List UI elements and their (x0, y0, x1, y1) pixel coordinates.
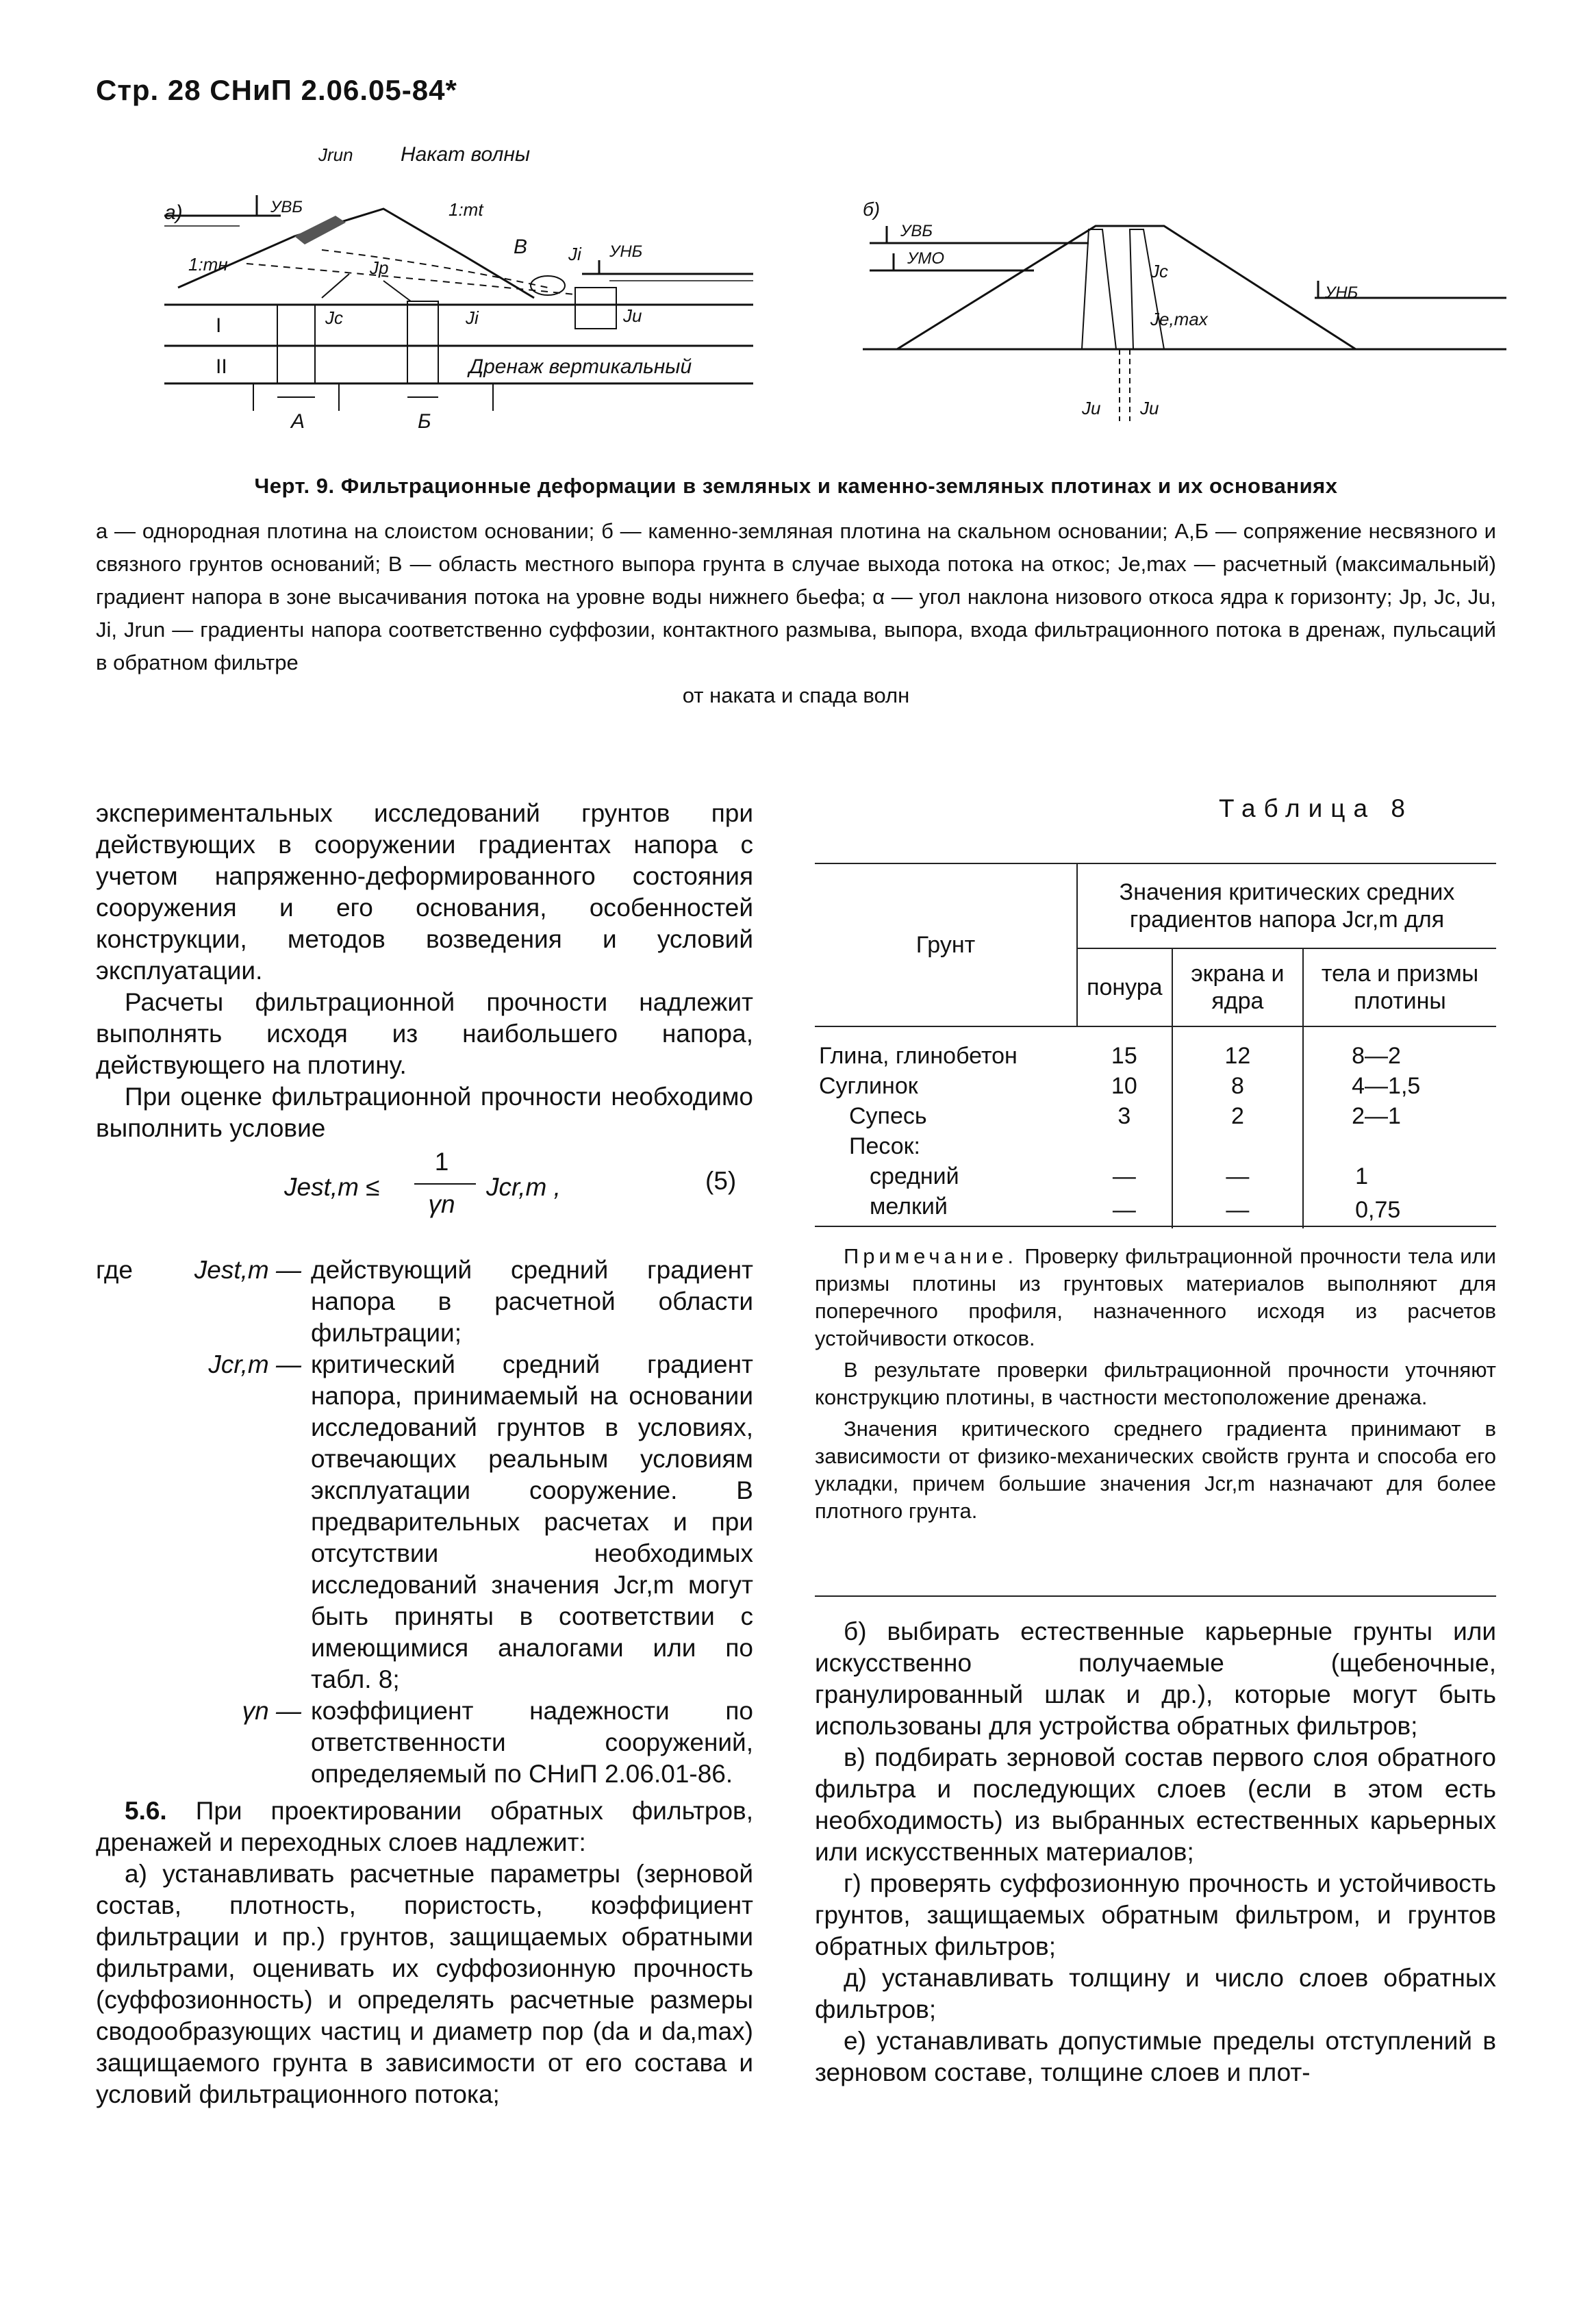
fig-a-jc: Jc (325, 307, 343, 328)
where-list (96, 1254, 753, 2110)
fig-a-label-B: Б (418, 410, 431, 433)
where-definition: критический средний градиент напора, принимаемый на основании исследований грунтов в условиях, отвечающих реальным условиям эксплуатации сооружение. В предварительных расчетах и при отсутствии необходимых исследований значения Jcr,m могут быть приняты в соответствии с имеющимися аналогами или по табл. 8; (311, 1350, 753, 1693)
fig-a-ju: Ju (623, 305, 642, 326)
figure-caption-text: а — однородная плотина на слоистом основании; б — каменно-земляная плотина на скальном основании; А,Б — сопряжение несвязного и связного грунтов оснований; В — область местного выпора грунта в случае выхода потока на откос; Je,max — расчетный (максимальный) градиент напора в зоне высачивания потока на уровне воды нижнего бьефа; α — угол наклона низового откоса ядра к горизонту; Jp, Jc, Ju, Ji, Jrun — градиенты напора соответственно суффозии, контактного размыва, выпора, входа фильтрационного потока в дренаж, пульсаций в обратном фильтре (96, 519, 1496, 674)
cell: 2—1 (1352, 1103, 1401, 1129)
table-row (815, 1131, 1496, 1161)
where-item (96, 1254, 753, 1349)
cell-soil: Песок: (849, 1133, 920, 1159)
cell: — (1077, 1191, 1172, 1228)
table-row (815, 1026, 1496, 1071)
note-bottom-rule (815, 1595, 1496, 1597)
fig-a-wave-label: Накат волны (401, 143, 531, 166)
fig-a-drain-label: Дренаж вертикальный (469, 355, 692, 378)
where-word: где (96, 1256, 134, 1284)
cell-soil: мелкий (870, 1193, 948, 1220)
fig-a-layer-1: I (216, 314, 222, 337)
sub-header: понура (1077, 948, 1172, 1026)
figure-caption-body (96, 515, 1496, 712)
table-row (815, 1101, 1496, 1131)
where-symbol: Jest,m — (194, 1256, 301, 1284)
paragraph-calc: Расчеты фильтрационной прочности надлежит выполнять исходя из наибольшего напора, действующего на плотину. (96, 988, 753, 1079)
section-5-6-text: При проектировании обратных фильтров, дренажей и переходных слоев надлежит: (96, 1797, 753, 1856)
fig-a-label-A: А (291, 410, 305, 433)
cell (1172, 1131, 1303, 1161)
figure-a-homogeneous-dam (164, 140, 753, 442)
right-column-list (815, 1616, 1496, 2088)
where-symbol-cell (96, 1254, 311, 1349)
table-8 (815, 864, 1496, 1228)
formula-5 (267, 1142, 746, 1245)
table-row (815, 1071, 1496, 1101)
sub-header: экрана и ядра (1172, 948, 1303, 1026)
fig-a-ji: Ji (568, 244, 581, 264)
cell: 2 (1172, 1101, 1303, 1131)
item-g: г) проверять суффозионную прочность и устойчивость грунтов, защищаемых обратным фильтром, и грунтов обратных фильтров; (815, 1869, 1496, 1960)
item-e: е) устанавливать допустимые пределы отступлений в зерновом составе, толщине слоев и плот- (815, 2027, 1496, 2086)
page-header: Стр. 28 СНиП 2.06.05-84* (96, 74, 457, 106)
fig-a-slope-right: 1:mt (448, 199, 483, 220)
fig-b-panel-label: б) (863, 199, 881, 220)
item-v: в) подбирать зерновой состав первого слоя обратного фильтра и последующих слоев (если в этом есть необходимость) из выбранных естественных карьерных или искусственных материалов; (815, 1743, 1496, 1866)
where-symbol: Jcr,m — (208, 1350, 301, 1378)
cell: — (1172, 1161, 1303, 1191)
figure-caption-last-line: от наката и спада волн (682, 683, 910, 707)
table-row (815, 1191, 1496, 1228)
fig-a-ji2: Ji (466, 307, 479, 328)
cell: — (1077, 1161, 1172, 1191)
table-row (815, 1161, 1496, 1191)
col-header-group: Значения критических средних градиентов напора Jcr,m для (1077, 864, 1496, 948)
cell: 0,75 (1355, 1197, 1401, 1223)
fig-a-slope-left: 1:mн (188, 254, 228, 275)
item-a: а) устанавливать расчетные параметры (зерновой состав, плотность, пористость, коэффициент фильтрации и пр.) грунтов, защищаемых обратными фильтрами, оценивать их суффозионную прочность (суффозионность) и определять расчетные размеры сводообразующих частиц и диаметр пор (da и da,max) защищаемого грунта в зависимости от его состава и условий фильтрационного потока; (96, 1860, 753, 2108)
table-note (815, 1243, 1496, 1525)
cell: 12 (1172, 1026, 1303, 1071)
fig-b-umo: УМО (907, 249, 944, 268)
sub-header: тела и призмы плотины (1303, 948, 1496, 1026)
cell (1303, 1131, 1496, 1161)
item-d: д) устанавливать толщину и число слоев обратных фильтров; (815, 1964, 1496, 2023)
fig-b-unb: УНБ (1325, 283, 1359, 302)
figure-caption-title: Черт. 9. Фильтрационные деформации в земляных и каменно-земляных плотинах и их основаниях (254, 474, 1338, 498)
cell: 15 (1077, 1026, 1172, 1071)
fig-b-jemax: Je,max (1150, 309, 1208, 329)
table-title: Таблица 8 (1219, 794, 1413, 822)
cell: 1 (1355, 1163, 1369, 1189)
where-symbol: γn — (242, 1697, 301, 1725)
cell-soil: средний (870, 1163, 959, 1189)
formula-fraction-bar (414, 1183, 476, 1185)
formula-rhs: Jcr,m , (486, 1173, 561, 1201)
where-definition: действующий средний градиент напора в расчетной области фильтрации; (311, 1256, 753, 1347)
fig-a-layer-2: II (216, 355, 227, 378)
fig-b-ju-right: Ju (1140, 398, 1159, 418)
section-5-6 (96, 1795, 753, 1858)
where-item (96, 1695, 753, 1790)
cell-soil: Глина, глинобетон (819, 1043, 1018, 1069)
formula-denominator: γn (428, 1190, 455, 1218)
formula-number: (5) (705, 1167, 737, 1195)
formula-lhs: Jest,m ≤ (284, 1173, 380, 1201)
where-item (96, 1349, 753, 1695)
fig-a-jrun: Jrun (318, 144, 353, 165)
section-number: 5.6. (125, 1797, 167, 1825)
paragraph-continuation: экспериментальных исследований грунтов при действующих в сооружении градиентах напора с учетом напряженно-деформированного состояния сооружения и его основания, особенностей конструкции, методов возведения и условий эксплуатации. (96, 799, 753, 985)
cell-soil: Супесь (849, 1103, 927, 1129)
cell: 8—2 (1352, 1043, 1401, 1069)
left-column-intro (96, 798, 753, 1144)
item-b: б) выбирать естественные карьерные грунты или искусственно получаемые (щебеночные, гранулированный шлак и др.), которые могут быть использованы для устройства обратных фильтров; (815, 1617, 1496, 1740)
fig-a-unb: УНБ (609, 242, 643, 261)
fig-b-uvb: УВБ (900, 222, 933, 240)
cell: 3 (1077, 1101, 1172, 1131)
paragraph-condition: При оценке фильтрационной прочности необходимо выполнить условие (96, 1083, 753, 1142)
note-p3: Значения критического среднего градиента принимают в зависимости от физико-механических свойств грунта и способа его укладки, причем большие значения Jcr,m назначают для более плотного грунта. (815, 1417, 1496, 1523)
note-p1-text: Проверку фильтрационной прочности тела или призмы плотины из грунтовых материалов выполняют для поперечного профиля, назначенного исходя из расчетов устойчивости откосов. (815, 1244, 1496, 1350)
col-header-soil: Грунт (815, 864, 1077, 1026)
where-definition: коэффициент надежности по ответственности сооружений, определяемый по СНиП 2.06.01-86. (311, 1697, 753, 1788)
note-p1 (815, 1243, 1496, 1352)
cell: 8 (1172, 1071, 1303, 1101)
note-p2: В результате проверки фильтрационной прочности уточняют конструкцию плотины, в частности местоположение дренажа. (815, 1358, 1496, 1409)
fig-a-panel-label: а) (164, 201, 183, 224)
cell: 10 (1077, 1071, 1172, 1101)
cell: — (1172, 1191, 1303, 1228)
fig-a-zone-v: В (514, 236, 528, 258)
cell: 4—1,5 (1352, 1073, 1421, 1099)
note-label: Примечание. (844, 1244, 1018, 1268)
cell-soil: Суглинок (819, 1073, 918, 1099)
fig-a-uvb: УВБ (270, 198, 303, 216)
table-bottom-rule (815, 1226, 1496, 1227)
fig-a-jp: Jp (370, 257, 389, 278)
fig-b-ju-left: Ju (1082, 398, 1101, 418)
fig-b-jc: Jc (1150, 261, 1168, 281)
figure-b-rockfill-dam (863, 195, 1506, 442)
cell (1077, 1131, 1172, 1161)
formula-numerator: 1 (434, 1148, 449, 1176)
